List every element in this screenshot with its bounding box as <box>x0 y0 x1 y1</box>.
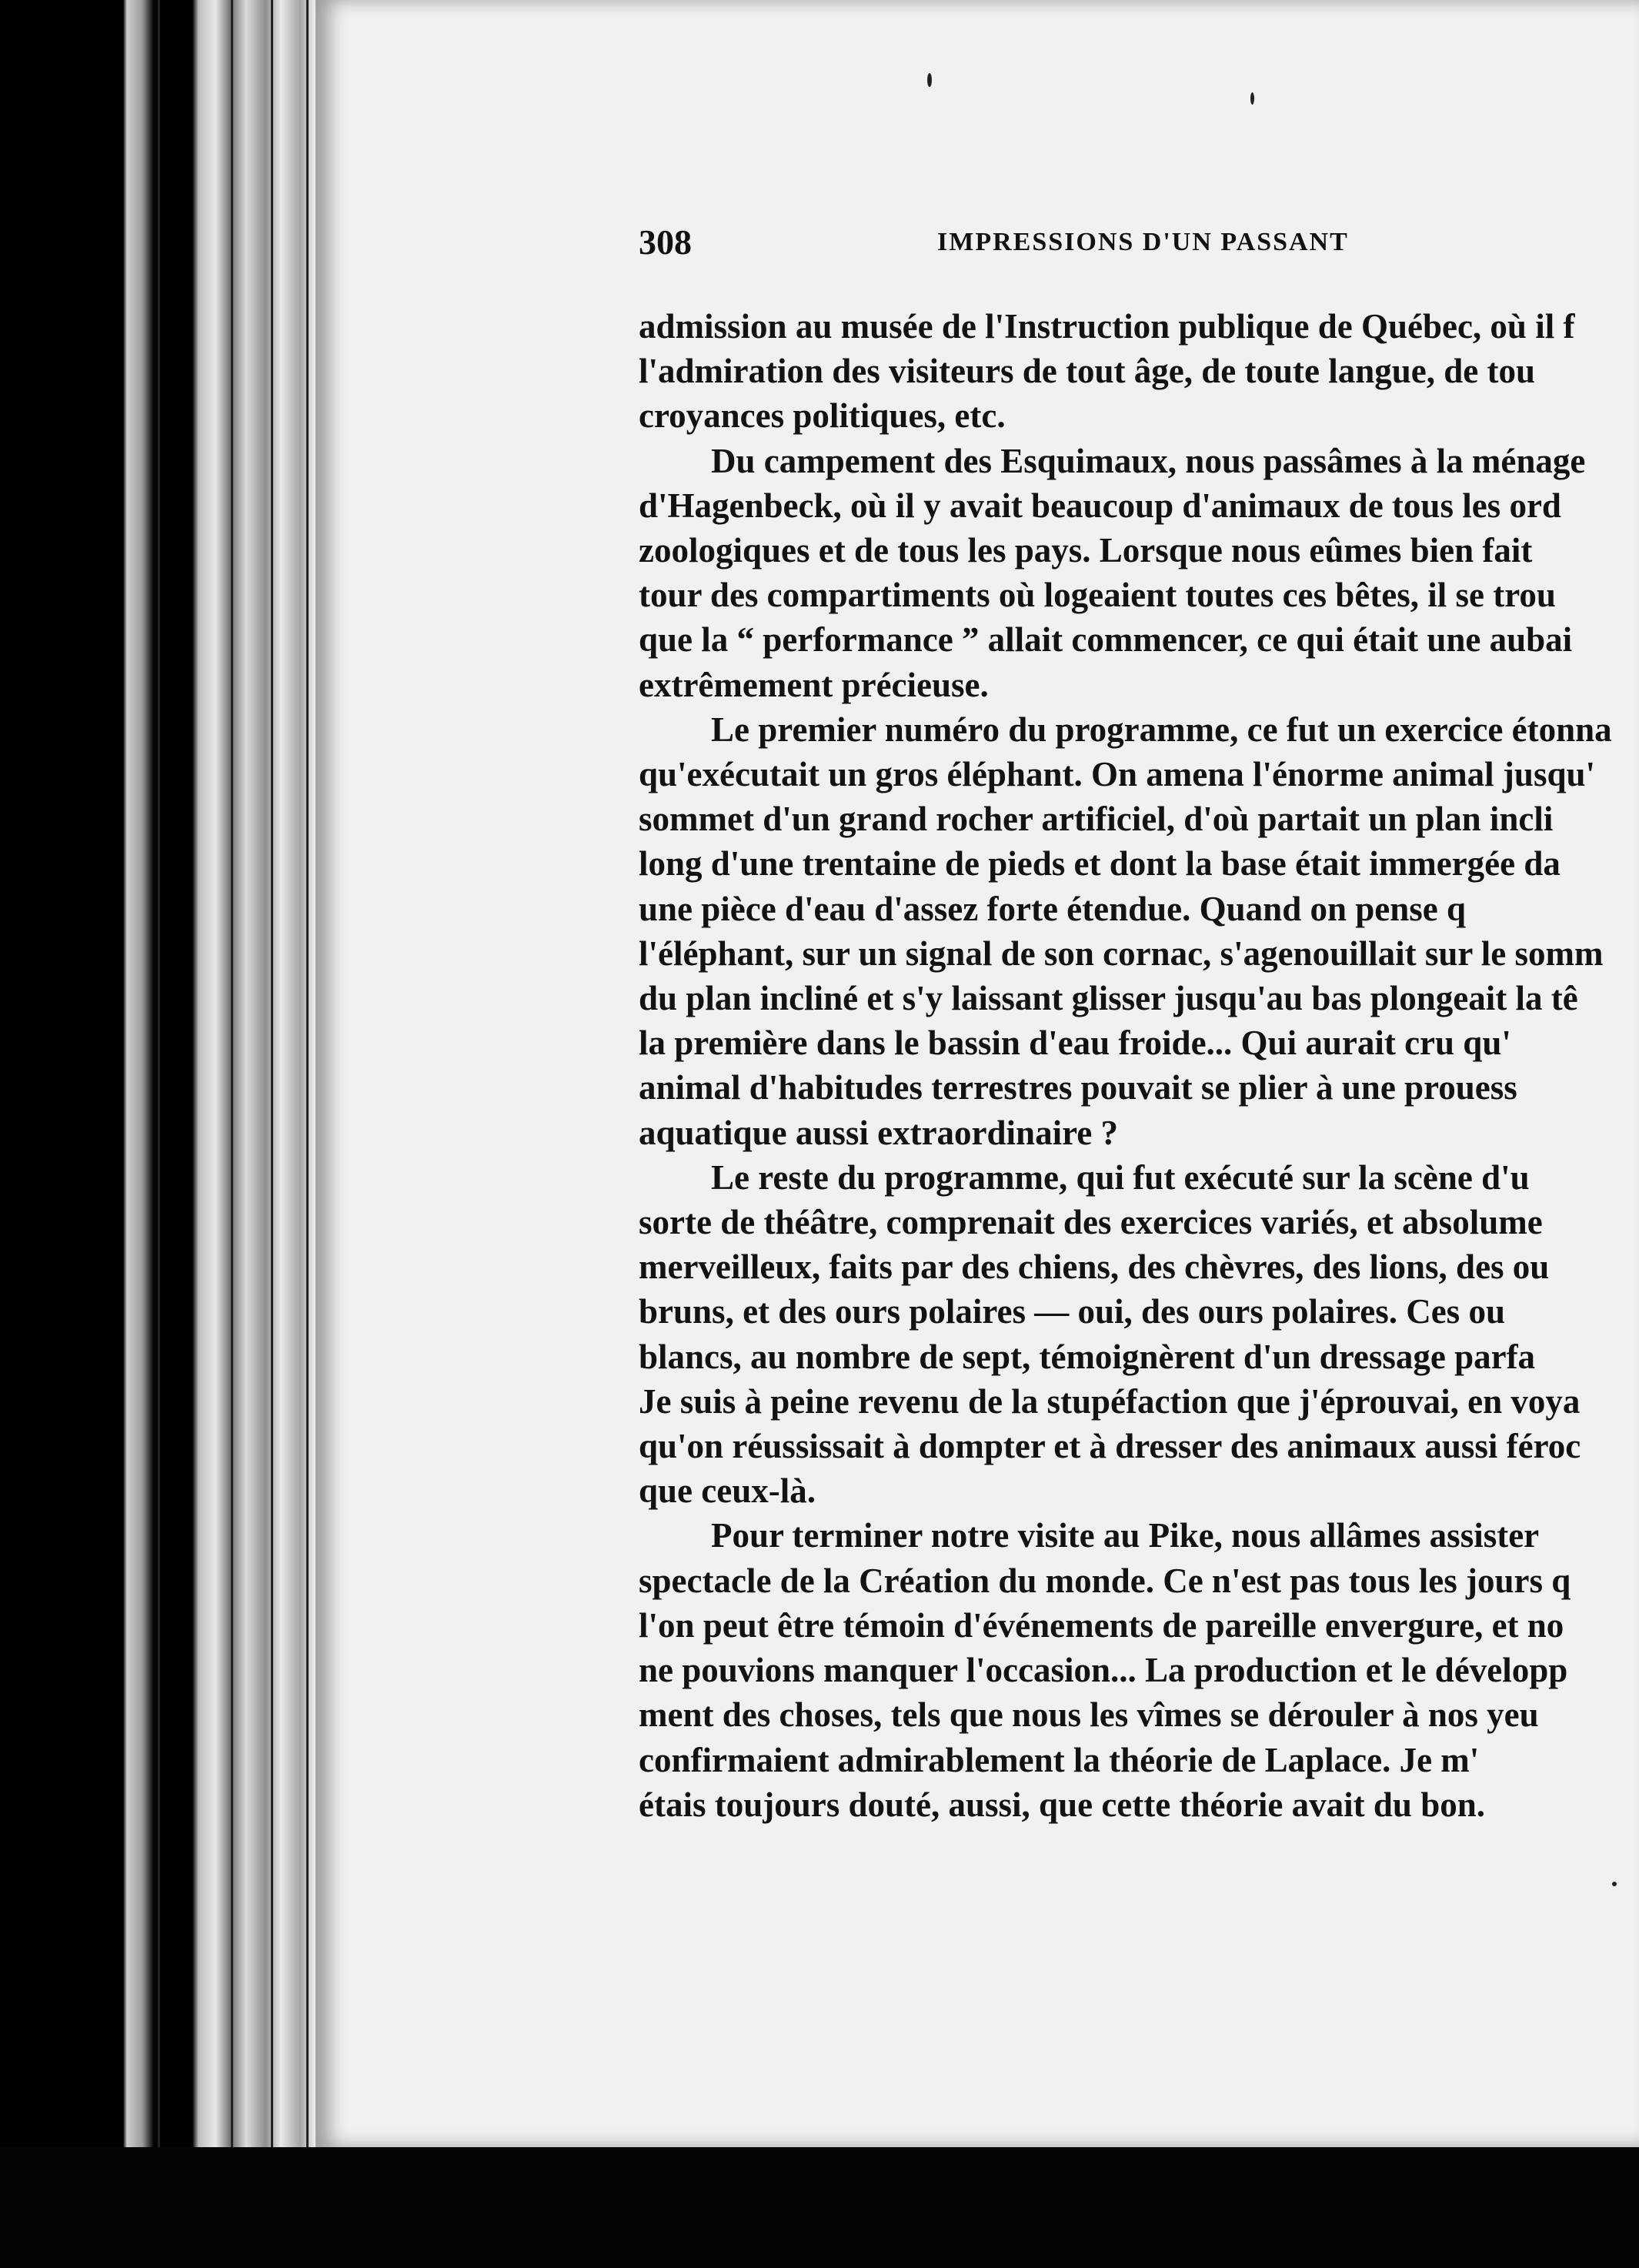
page-edge-line <box>271 0 273 2268</box>
text-line: étais toujours douté, aussi, que cette théorie avait du bon. <box>639 1785 1485 1824</box>
text-line: l'on peut être témoin d'événements de pareille envergure, et no <box>639 1605 1564 1645</box>
page-header <box>639 222 1639 268</box>
text-line: merveilleux, faits par des chiens, des chèvres, des lions, des ou <box>639 1248 1550 1287</box>
text-line: que ceux-là. <box>639 1471 816 1511</box>
text-line: admission au musée de l'Instruction publique de Québec, où il f <box>639 307 1575 346</box>
page-number: 308 <box>639 222 692 262</box>
text-line: aquatique aussi extraordinaire ? <box>639 1113 1118 1152</box>
text-line: l'admiration des visiteurs de tout âge, de toute langue, de tou <box>639 352 1535 391</box>
text-line: Pour terminer notre visite au Pike, nous allâmes assister <box>711 1516 1540 1555</box>
text-line: la première dans le bassin d'eau froide... Qui aurait cru qu' <box>639 1024 1511 1063</box>
text-line: long d'une trentaine de pieds et dont la base était immergée da <box>639 844 1561 883</box>
page-edge-line <box>158 0 160 2268</box>
text-line: croyances politiques, etc. <box>639 396 1006 436</box>
text-line: ment des choses, tels que nous les vîmes se dérouler à nos yeu <box>639 1695 1539 1735</box>
text-line: ne pouvions manquer l'occasion... La production et le développ <box>639 1651 1568 1690</box>
text-line: qu'on réussissait à dompter et à dresser des animaux aussi féroc <box>639 1427 1581 1466</box>
text-line: blancs, au nombre de sept, témoignèrent d'un dressage parfa <box>639 1337 1536 1376</box>
scan-speck <box>1250 92 1254 105</box>
running-head: IMPRESSIONS D'UN PASSANT <box>937 228 1349 256</box>
text-line: sorte de théâtre, comprenait des exercices variés, et absolume <box>639 1203 1543 1242</box>
scan-speck <box>927 73 932 87</box>
book-spine-edges <box>0 0 331 2268</box>
text-line: qu'exécutait un gros éléphant. On amena l'énorme animal jusqu' <box>639 755 1596 794</box>
text-line: animal d'habitudes terrestres pouvait se plier à une prouess <box>639 1068 1517 1107</box>
text-line: zoologiques et de tous les pays. Lorsque nous eûmes bien fait <box>639 531 1533 570</box>
text-line: que la “ performance ” allait commencer, ce qui était une aubai <box>639 620 1573 660</box>
text-line: une pièce d'eau d'assez forte étendue. Quand on pense q <box>639 889 1467 928</box>
text-line: Le reste du programme, qui fut exécuté sur la scène d'u <box>711 1157 1530 1197</box>
page-edge-line <box>231 0 233 2268</box>
text-line: spectacle de la Création du monde. Ce n'est pas tous les jours q <box>639 1561 1571 1600</box>
text-line: d'Hagenbeck, où il y avait beaucoup d'animaux de tous les ord <box>639 486 1561 525</box>
text-line: confirmaient admirablement la théorie de Laplace. Je m' <box>639 1740 1480 1779</box>
text-line: tour des compartiments où logeaient toutes ces bêtes, il se trou <box>639 576 1556 615</box>
text-line: Le premier numéro du programme, ce fut un exercice étonna <box>711 710 1612 749</box>
text-line: extrêmement précieuse. <box>639 665 989 704</box>
scan-bottom-border <box>0 2147 1639 2268</box>
text-line: Je suis à peine revenu de la stupéfaction que j'éprouvai, en voya <box>639 1381 1581 1421</box>
body-text <box>639 304 1639 1920</box>
text-line: sommet d'un grand rocher artificiel, d'où partait un plan incli <box>639 800 1554 839</box>
page-edge-line <box>306 0 309 2268</box>
text-line: du plan incliné et s'y laissant glisser jusqu'au bas plongeait la tê <box>639 979 1578 1018</box>
text-line: bruns, et des ours polaires — oui, des ours polaires. Ces ou <box>639 1292 1505 1331</box>
text-line: Du campement des Esquimaux, nous passâmes à la ménage <box>711 441 1586 480</box>
text-line: l'éléphant, sur un signal de son cornac, s'agenouillait sur le somm <box>639 934 1604 973</box>
